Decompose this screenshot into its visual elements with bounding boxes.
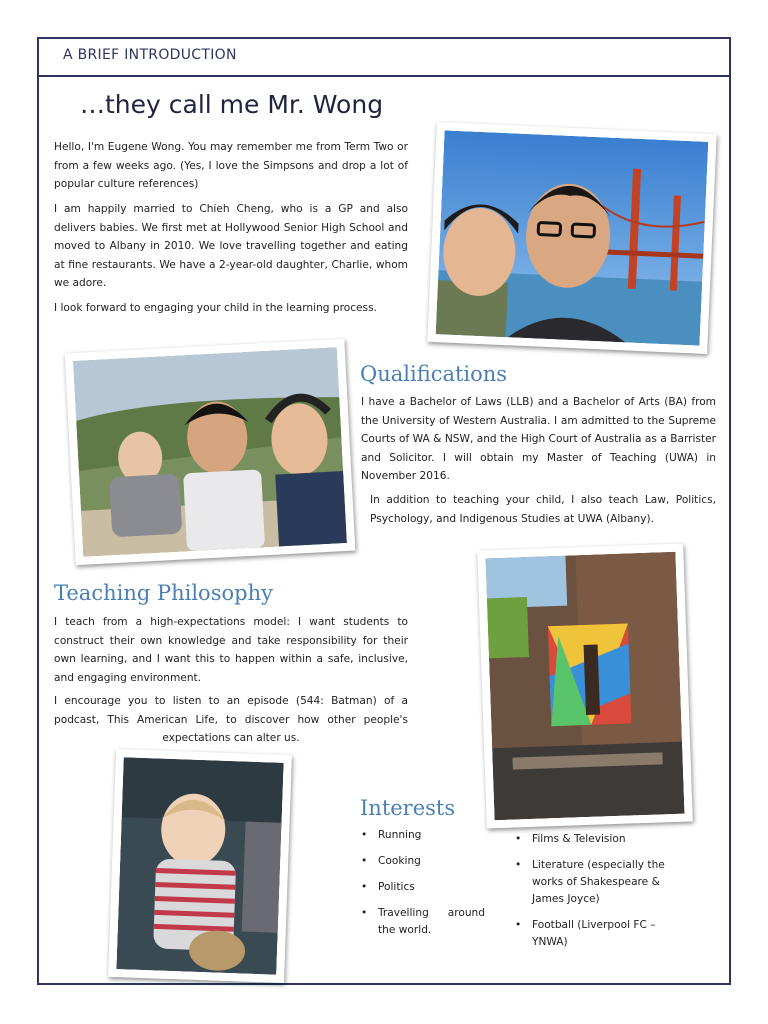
intro-paragraph-1: Hello, I'm Eugene Wong. You may remember me from Term Two or from a few weeks ago. (Yes, I love the Simpsons and drop a lot of popular culture references): [54, 141, 408, 190]
list-item: • Travelling around the world.: [361, 905, 485, 939]
philosophy-paragraph-2-line-2: expectations can alter us.: [162, 732, 300, 744]
list-item: • Films & Television: [515, 831, 683, 848]
qualifications-heading: Qualifications: [360, 362, 508, 386]
list-item: • Running: [361, 827, 485, 844]
section-label: A BRIEF INTRODUCTION: [63, 47, 237, 63]
interests-heading: Interests: [360, 796, 456, 820]
list-item: • Politics: [361, 879, 485, 896]
philosophy-paragraph-2-line-1: I encourage you to listen to an episode (544: Batman) of a podcast, This American Life, to discover how other people's: [54, 695, 408, 726]
interests-list-left: [361, 827, 485, 948]
list-item: • Literature (especially the works of Shakespeare & James Joyce): [515, 857, 683, 908]
qualifications-paragraph-1: I have a Bachelor of Laws (LLB) and a Bachelor of Arts (BA) from the University of Western Australia. I am admitted to the Supreme Courts of WA & NSW, and the High Court of Australia as a Barrister and Solicitor. I will obtain my Master of Teaching (UWA) in November 2016.: [361, 396, 716, 482]
list-item: • Football (Liverpool FC – YNWA): [515, 917, 683, 951]
interests-list-right: [515, 831, 683, 960]
philosophy-heading: Teaching Philosophy: [54, 581, 273, 605]
intro-paragraph-3: I look forward to engaging your child in the learning process.: [54, 302, 377, 314]
qualifications-paragraph-2: In addition to teaching your child, I also teach Law, Politics, Psychology, and Indigenous Studies at UWA (Albany).: [370, 494, 716, 525]
street-mural-photo: [477, 543, 693, 828]
intro-paragraph-2: I am happily married to Chieh Cheng, who is a GP and also delivers babies. We first met at Hollywood Senior High School and moved to Albany in 2010. We love travelling together and eating at fine restaurants. We have a 2-year-old daughter, Charlie, whom we adore.: [54, 203, 408, 289]
toddler-photo: [108, 749, 292, 983]
page-title: …they call me Mr. Wong: [80, 90, 384, 119]
list-item: • Cooking: [361, 853, 485, 870]
philosophy-paragraph-1: I teach from a high-expectations model: I want students to construct their own knowledge and take responsibility for their own learning, and I want this to happen within a safe, inclusive, and engaging environment.: [54, 616, 408, 684]
header-divider: [37, 75, 731, 77]
family-hike-photo: [65, 339, 356, 565]
couple-bridge-photo: [427, 122, 716, 354]
